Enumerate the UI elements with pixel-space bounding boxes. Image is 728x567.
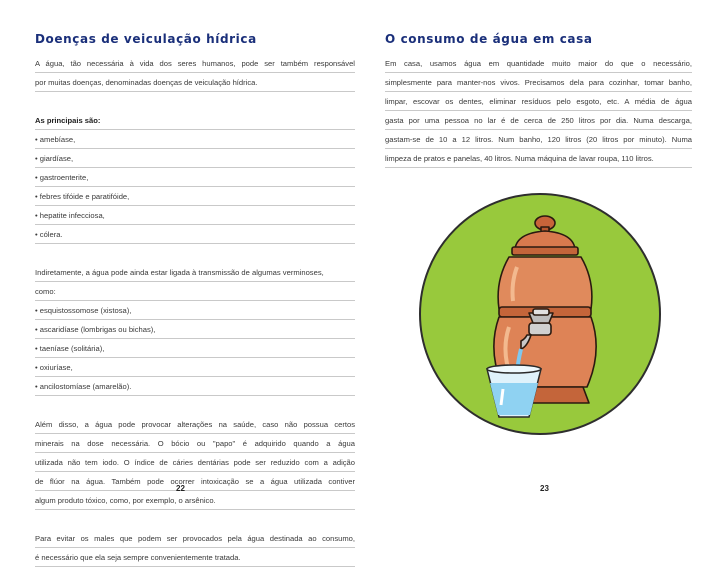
left-page-title: Doenças de veiculação hídrica — [35, 32, 257, 46]
list-item: • gastroenterite, — [35, 168, 355, 187]
text-line: A água, tão necessária à vida dos seres humanos, pode ser também responsável — [35, 54, 355, 73]
text-line: Além disso, a água pode provocar alterações na saúde, caso não possua certos — [35, 415, 355, 434]
paragraph-gap — [35, 510, 355, 529]
text-line: como: — [35, 282, 355, 301]
paragraph-gap — [35, 92, 355, 111]
text-line: Em casa, usamos água em quantidade muito maior do que o necessário, — [385, 54, 692, 73]
text-line: minerais na dose necessária. O bócio ou "papo" é adquirido quando a água — [35, 434, 355, 453]
left-page-column — [35, 32, 355, 567]
right-page-number: 23 — [540, 484, 549, 493]
text-line: gasta por uma pessoa no lar é de cerca de 250 litros por dia. Numa descarga, — [385, 111, 692, 130]
paragraph-gap — [35, 244, 355, 263]
text-line: por muitas doenças, denominadas doenças de veiculação hídrica. — [35, 73, 355, 92]
water-filter-illustration — [417, 191, 663, 437]
text-line: utilizada não tem iodo. O índice de cáries dentárias pode ser reduzido com a adição — [35, 453, 355, 472]
text-line: limpar, escovar os dentes, eliminar resíduos pelo esgoto, etc. A média de água — [385, 92, 692, 111]
list-item: • hepatite infecciosa, — [35, 206, 355, 225]
text-line: simplesmente para manter-nos vivos. Precisamos dela para cozinhar, tomar banho, — [385, 73, 692, 92]
text-line: Para evitar os males que podem ser provocados pela água destinada ao consumo, — [35, 529, 355, 548]
right-page-title: O consumo de água em casa — [385, 32, 593, 46]
paragraph-gap — [35, 396, 355, 415]
text-line: algum produto tóxico, como, por exemplo, o arsênico. — [35, 491, 355, 510]
list-item: • febres tifóide e paratifóide, — [35, 187, 355, 206]
text-line: gastam-se de 10 a 12 litros. Num banho, 120 litros (20 litros por minuto). Numa — [385, 130, 692, 149]
list-item: • giardíase, — [35, 149, 355, 168]
list-item: • ancilostomíase (amarelão). — [35, 377, 355, 396]
list-item: • oxiuríase, — [35, 358, 355, 377]
list-item: • ascaridíase (lombrigas ou bichas), — [35, 320, 355, 339]
subheading: As principais são: — [35, 111, 355, 130]
list-item: • cólera. — [35, 225, 355, 244]
right-page-column — [385, 32, 692, 168]
list-item: • taeníase (solitária), — [35, 339, 355, 358]
list-item: • amebíase, — [35, 130, 355, 149]
text-line: Indiretamente, a água pode ainda estar ligada à transmissão de algumas verminoses, — [35, 263, 355, 282]
text-line: de flúor na água. Também pode ocorrer intoxicação se a água utilizada contiver — [35, 472, 355, 491]
text-line: limpeza de pratos e panelas, 40 litros. Numa máquina de lavar roupa, 110 litros. — [385, 149, 692, 168]
left-page-number: 22 — [176, 484, 185, 493]
text-line: é necessário que ela seja sempre convenientemente tratada. — [35, 548, 355, 567]
list-item: • esquistossomose (xistosa), — [35, 301, 355, 320]
